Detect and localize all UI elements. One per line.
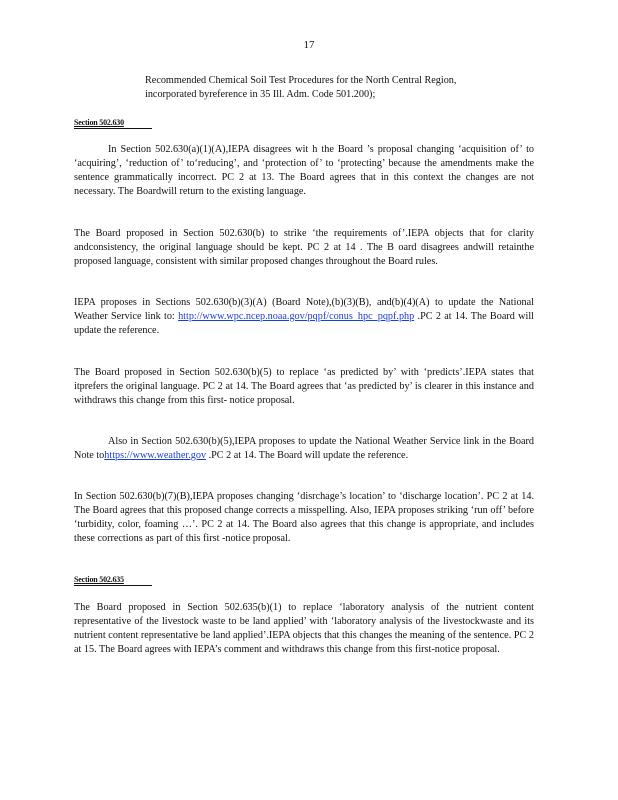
paragraph-3: [74, 296, 534, 338]
paragraph-2: [74, 227, 534, 269]
reference-line-1: Recommended Chemical Soil Test Procedures for the North Central Region,: [145, 75, 457, 86]
paragraph-3-lead: IEPA proposes in Sections 502.630(b)(3)(A) (Board Note),(b)(3)(B), and(b)(4)(A) to update the National Weather Service link to:: [74, 297, 534, 322]
paragraph-3-text: [74, 296, 534, 338]
paragraph-5-tail: .PC 2 at 14. The Board will update the reference.: [206, 450, 409, 461]
paragraph-5-text: [74, 435, 534, 463]
paragraph-5: [74, 435, 534, 463]
paragraph-7: [74, 601, 534, 657]
paragraph-6-text: In Section 502.630(b)(7)(B),IEPA proposes changing ‘disrchage’s location’ to ‘discharge location’. PC 2 at 14. The Board agrees that this proposed change corrects a misspelling. Also, IEPA proposes striking ‘run off’ before ‘turbidity, color, foaming …’. PC 2 at 14. The Board also agrees that this change is appropriate, and includes these corrections as part of this first -notice proposal.: [74, 491, 534, 544]
weather-gov-link[interactable]: https://www.weather.gov: [104, 450, 207, 461]
paragraph-1-text: In Section 502.630(a)(1)(A),IEPA disagrees wit h the Board ’s proposal changing ‘acquisition of’ to ‘acquiring’, ‘reduction of’ to‘reducing’, and ‘protection of’ to ‘protecting’ because the amendments make the sentence grammatically incorrect. PC 2 at 13. The Board agrees that in this context the changes are not necessary. The Boardwill return to the existing language.: [74, 144, 534, 197]
paragraph-7-text: The Board proposed in Section 502.635(b)(1) to replace ‘laboratory analysis of the nutrient content representative of the livestock waste to be land applied’ with ‘laboratory analysis of the livestockwaste and its nutrient content representative be land applied’.IEPA objects that this changes the meaning of the sentence. PC 2 at 15. The Board agrees with IEPA’s comment and withdraws this change from this first-notice proposal.: [74, 602, 534, 655]
paragraph-1: [74, 143, 534, 199]
paragraph-4: [74, 366, 534, 408]
page-number: 17: [303, 39, 315, 51]
section-heading-502-630: Section 502.630: [74, 118, 152, 129]
noaa-link[interactable]: http://www.wpc.ncep.noaa.gov/pqpf/conus_hpc_pqpf.php: [178, 311, 415, 322]
section-heading-502-635: Section 502.635: [74, 575, 152, 586]
paragraph-4-text: The Board proposed in Section 502.630(b)(5) to replace ‘as predicted by’ with ‘predicts’.IEPA states that itprefers the original language. PC 2 at 14. The Board agrees that ‘as predicted by’ is clearer in this instance and withdraws this change from this first- notice proposal.: [74, 367, 534, 406]
paragraph-5-lead: Also in Section 502.630(b)(5),IEPA proposes to update the National Weather Service link in the Board Note to: [74, 436, 534, 461]
paragraph-2-text: The Board proposed in Section 502.630(b) to strike ‘the requirements of’.IEPA objects that for clarity andconsistency, the original language should be kept. PC 2 at 14 . The B oard disagrees andwill retainthe proposed language, consistent with similar proposed changes throughout the Board rules.: [74, 228, 534, 267]
reference-line-2: incorporated byreference in 35 Ill. Adm. Code 501.200);: [145, 89, 376, 100]
paragraph-3-tail: .PC 2 at 14. The Board will update the reference.: [74, 311, 534, 336]
paragraph-6: [74, 490, 534, 546]
